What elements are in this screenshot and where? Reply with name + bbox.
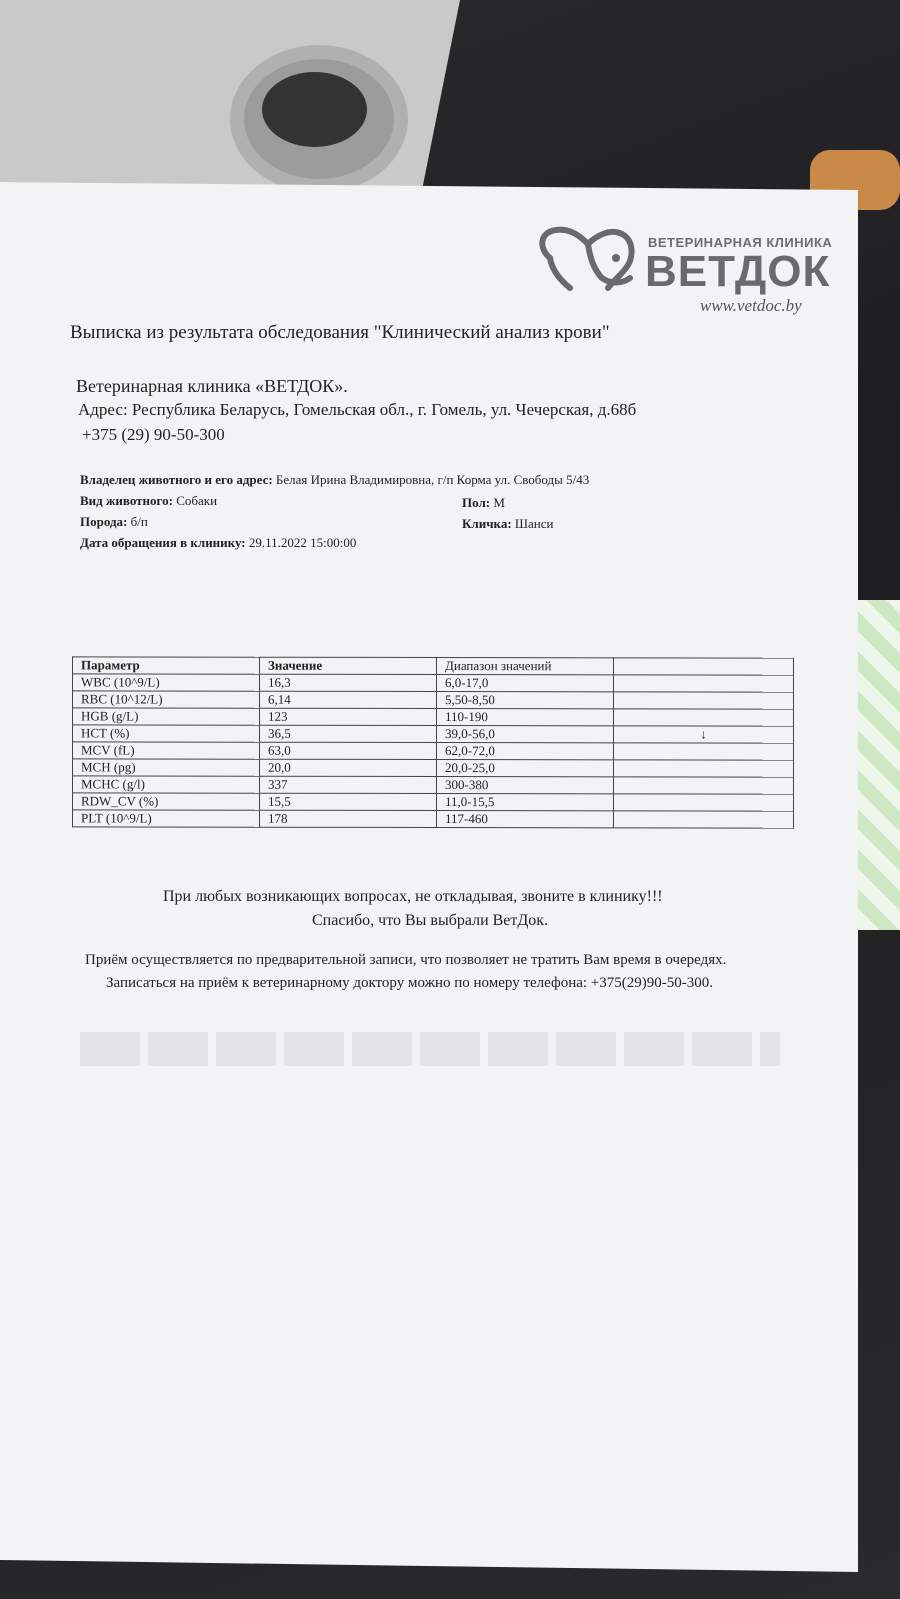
background-ring-hole (262, 72, 367, 147)
cell-range: 6,0-17,0 (437, 675, 614, 692)
cell-parameter: HCT (%) (73, 725, 260, 742)
cell-parameter: RBC (10^12/L) (73, 691, 260, 708)
cell-flag (614, 709, 794, 726)
cell-flag (614, 675, 794, 692)
cell-flag (614, 692, 794, 709)
cell-flag (614, 760, 794, 777)
table-row (73, 810, 794, 828)
footer-line-3: Приём осуществляется по предварительной записи, что позволяет не тратить Вам время в очередях. (85, 952, 727, 968)
cell-flag: ↓ (614, 726, 794, 743)
cell-flag (614, 794, 794, 811)
cell-parameter: MCV (fL) (73, 742, 260, 759)
date-value: 29.11.2022 15:00:00 (248, 535, 357, 550)
bleed-through-text (80, 1032, 780, 1066)
footer-line-2: Спасибо, что Вы выбрали ВетДок. (312, 912, 549, 929)
cell-value: 20,0 (260, 759, 437, 776)
species-row (80, 493, 217, 509)
table-row (73, 759, 794, 777)
owner-value: Белая Ирина Владимировна, г/п Корма ул. Свободы 5/43 (275, 472, 590, 487)
species-value: Собаки (176, 493, 218, 508)
table-row (73, 691, 794, 709)
cell-parameter: MCHC (g/l) (73, 776, 260, 793)
logo-website: www.vetdoc.by (700, 296, 802, 315)
cell-range: 20,0-25,0 (437, 760, 614, 777)
cell-parameter: WBC (10^9/L) (73, 674, 260, 691)
breed-value: б/п (130, 514, 148, 529)
cell-value: 6,14 (260, 691, 437, 708)
date-label: Дата обращения в клинику: (80, 535, 246, 550)
sex-row (462, 495, 505, 511)
logo-subtitle: ВЕТЕРИНАРНАЯ КЛИНИКА (648, 235, 833, 250)
cell-flag (614, 743, 794, 760)
owner-label: Владелец животного и его адрес: (80, 472, 273, 487)
cell-value: 36,5 (260, 725, 437, 742)
clinic-address: Адрес: Республика Беларусь, Гомельская обл., г. Гомель, ул. Чечерская, д.68б (78, 400, 637, 419)
sex-label: Пол: (462, 495, 491, 510)
header-range: Диапазон значений (437, 658, 614, 675)
table-row (73, 793, 794, 811)
cell-range: 110-190 (437, 709, 614, 726)
date-row (80, 535, 356, 551)
cell-range: 117-460 (437, 811, 614, 828)
owner-row (80, 472, 589, 488)
cell-value: 123 (260, 708, 437, 725)
cell-value: 337 (260, 776, 437, 793)
header-flag (614, 658, 794, 675)
clinic-name: Ветеринарная клиника «ВЕТДОК». (76, 376, 348, 396)
cell-parameter: RDW_CV (%) (73, 793, 260, 810)
pet-name-label: Кличка: (462, 516, 512, 531)
species-label: Вид животного: (80, 493, 173, 508)
cell-range: 39,0-56,0 (437, 726, 614, 743)
results-table (72, 656, 794, 828)
header-parameter: Параметр (73, 657, 260, 674)
pet-name-row (462, 516, 554, 532)
table-row (73, 674, 794, 692)
sex-value: М (493, 495, 505, 510)
cell-parameter: HGB (g/L) (73, 708, 260, 725)
table-row (73, 708, 794, 726)
cell-value: 15,5 (260, 793, 437, 810)
cell-range: 62,0-72,0 (437, 743, 614, 760)
cell-range: 11,0-15,5 (437, 794, 614, 811)
table-row (73, 776, 794, 794)
cell-flag (614, 777, 794, 794)
cell-range: 300-380 (437, 777, 614, 794)
document-title: Выписка из результата обследования "Клинический анализ крови" (70, 322, 610, 343)
breed-label: Порода: (80, 514, 128, 529)
dog-logo-icon (530, 218, 645, 298)
cell-parameter: MCH (pg) (73, 759, 260, 776)
logo-name: ВЕТДОК (645, 247, 831, 296)
header-value: Значение (260, 657, 437, 674)
table-row (73, 725, 794, 743)
breed-row (80, 514, 148, 530)
cell-value: 178 (260, 810, 437, 827)
table-row (73, 742, 794, 760)
cell-flag (614, 811, 794, 828)
clinic-phone: +375 (29) 90-50-300 (82, 425, 225, 444)
cell-value: 16,3 (260, 674, 437, 691)
footer-line-1: При любых возникающих вопросах, не откладывая, звоните в клинику!!! (163, 888, 663, 905)
pet-name-value: Шанси (514, 516, 554, 531)
cell-range: 5,50-8,50 (437, 692, 614, 709)
cell-parameter: PLT (10^9/L) (73, 810, 260, 827)
cell-value: 63,0 (260, 742, 437, 759)
footer-line-4: Записаться на приём к ветеринарному доктору можно по номеру телефона: +375(29)90-50-300. (106, 975, 713, 991)
table-header-row (73, 657, 794, 675)
